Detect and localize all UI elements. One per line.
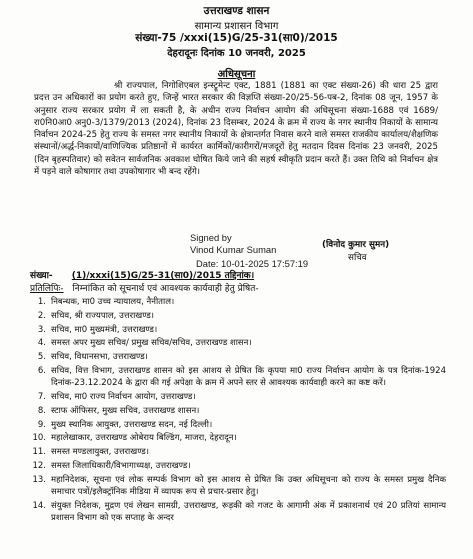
list-item	[26, 432, 446, 444]
notification-title: अधिसूचना	[217, 69, 256, 80]
item-text: सचिव, मा0 मुख्यमंत्री, उत्तराखण्ड।	[51, 324, 158, 335]
item-number: 6.	[37, 365, 46, 376]
item-number: 14.	[32, 500, 46, 511]
item-number: 12.	[32, 460, 46, 471]
signature-line-2: Vinod Kumar Suman	[190, 243, 277, 255]
second-reference-label: संख्या-	[30, 271, 53, 281]
item-number: 5.	[37, 352, 46, 363]
item-text: महालेखाकार, उत्तराखण्ड ओबेराय बिल्डिंग, माजरा, देहरादून।	[51, 433, 237, 444]
notification-body	[34, 80, 438, 178]
item-number: 11.	[32, 447, 46, 458]
item-text: सचिव, मा0 राज्य निर्वाचन आयोग, उत्तराखण्ड।	[51, 391, 196, 402]
list-item	[26, 405, 446, 417]
item-number: 8.	[37, 405, 46, 416]
item-text: निबन्धक, मा0 उच्च न्यायालय, नैनीताल।	[51, 297, 175, 307]
list-item	[26, 337, 446, 349]
list-item	[26, 460, 446, 472]
body-paragraph: श्री राज्यपाल, निगोशिएबल इन्स्ट्रूमेन्ट एक्ट, 1881 (1881 का एक्ट संख्या-26) की धारा 25 द्वारा प्रदत्त उन अधिकारों का प्रयोग करते हुए, जिन्हें भारत सरकार की विज्ञप्ति संख्या-20/25-56-पब-2, दिनांक 08 जून, 1957 के अनुसार राज्य सरकार प्रयोग में ला सकती है, के अधीन राज्य निर्वाचन आयोग की अधिसूचना संख्या-1688 एवं 1689/रा0नि0आ0 अनु0-3/1379/2013 (2024), दिनांक 23 दिसम्बर, 2024 के क्रम में राज्य के नगर स्थानीय निकायों के सामान्य निर्वाचन 2024-25 हेतु राज्य के समस्त नगर स्थानीय निकायों के क्षेत्रान्तर्गत निवास करने वाले समस्त राजकीय कार्यालय/शैक्षणिक संस्थानों/अर्द्ध-निकायों/वाणिज्यिक प्रतिष्ठानों में कार्यरत कार्मिकों/कारीगरों/मजदूरों हेतु मतदान दिवस दिनांक 23 जनवरी, 2025 (दिन बृहस्पतिवार) को सवेतन सार्वजनिक अवकाश घोषित किये जाने की सहर्ष स्वीकृति प्रदान करते हैं। उक्त तिथि को निर्वाचन क्षेत्र में पड़ने वाले कोषागार तथा उपकोषागार भी बन्द रहेंगे।	[34, 81, 438, 178]
item-number: 7.	[37, 391, 46, 402]
list-item	[26, 446, 446, 458]
item-text: सचिव, विधानसभा, उत्तराखण्ड।	[51, 352, 148, 363]
copy-heading	[30, 281, 259, 294]
list-item	[26, 365, 446, 389]
signatory-designation: सचिव	[348, 253, 367, 263]
item-number: 4.	[37, 338, 46, 349]
item-number: 13.	[32, 474, 46, 485]
second-reference	[30, 268, 254, 281]
item-text: महानिदेशक, सूचना एवं लोक सम्पर्क विभाग को इस आशय से प्रेषित कि उक्त अधिसूचना को राज्य के समस्त प्रमुख दैनिक समाचार पत्रों/इलैक्ट्रॉनिक मीडिया में व्यापक रूप से प्रचार-प्रसार हेतु।	[51, 474, 446, 497]
list-item	[26, 296, 446, 308]
copy-text: निम्नांकित को सूचनार्थ एवं आवश्यक कार्यवाही हेतु प्रेषित-	[72, 284, 259, 294]
item-text: समस्त अपर मुख्य सचिव/ प्रमुख सचिव/सचिव, उत्तराखण्ड शासन।	[51, 338, 252, 349]
item-number: 3.	[37, 324, 46, 335]
item-text: स्टाफ ऑफिसर, मुख्य सचिव, उत्तराखण्ड शासन।	[51, 405, 200, 416]
item-text: समस्त मण्डलायुक्त, उत्तराखण्ड।	[51, 447, 150, 458]
list-item	[26, 310, 446, 322]
copy-label: प्रतिलिपिः-	[30, 284, 64, 294]
department-heading: सामान्य प्रशासन विभाग	[194, 21, 279, 32]
item-text: समस्त जिलाधिकारी/विभागाध्यक्ष, उत्तराखण्ड।	[51, 460, 191, 471]
signature-date: Date: 10-01-2025 17:57:19	[196, 258, 309, 269]
item-text: सचिव, श्री राज्यपाल, उत्तराखण्ड।	[51, 310, 155, 321]
item-text: मुख्य स्थानिक आयुक्त, उत्तराखण्ड सदन, नई दिल्ली।	[51, 419, 213, 430]
item-number: 10.	[32, 433, 46, 444]
recipient-list	[26, 296, 446, 526]
signatory-name: (विनोद कुमार सुमन)	[322, 240, 390, 250]
item-number: 9.	[37, 419, 46, 430]
reference-number: संख्या-75 /xxxi(15)G/25-31(सा0)/2015	[135, 32, 338, 44]
place-and-date: देहरादूनः दिनांक 10 जनवरी, 2025	[167, 48, 306, 59]
list-item	[26, 351, 446, 363]
list-item	[26, 391, 446, 403]
list-item	[26, 324, 446, 336]
second-reference-value: (1)/xxxi(15)G/25-31(सा0)/2015 तद्दिनांक।	[71, 271, 255, 281]
list-item	[26, 419, 446, 431]
item-text: संयुक्त निदेशक, मुद्रण एवं लेखन सामग्री, उत्तराखण्ड, रूड़की को गजट के आगामी अंक में प्रकाशनार्थ एवं 20 प्रतियां सामान्य प्रशासन विभाग को एक सप्ताह के अन्दर	[51, 500, 446, 523]
list-item	[26, 474, 446, 498]
government-heading: उत्तराखण्ड शासन	[203, 5, 270, 17]
signature-line-1: Signed by	[190, 232, 232, 243]
item-text: सचिव, वित्त विभाग, उत्तराखण्ड शासन को इस आशय से प्रेषित कि कृपया मा0 राज्य निर्वाचन आयोग के पत्र दिनांक-1924 दिनांक-23.12.2024 के द्वारा की गई अपेक्षा के क्रम में अपने स्तर से आवश्यक कार्यवाही करने का कष्ट करें।	[51, 365, 446, 389]
digital-signature	[190, 232, 276, 255]
item-number: 2.	[37, 310, 46, 321]
list-item	[26, 500, 446, 524]
item-number: 1.	[37, 297, 46, 307]
